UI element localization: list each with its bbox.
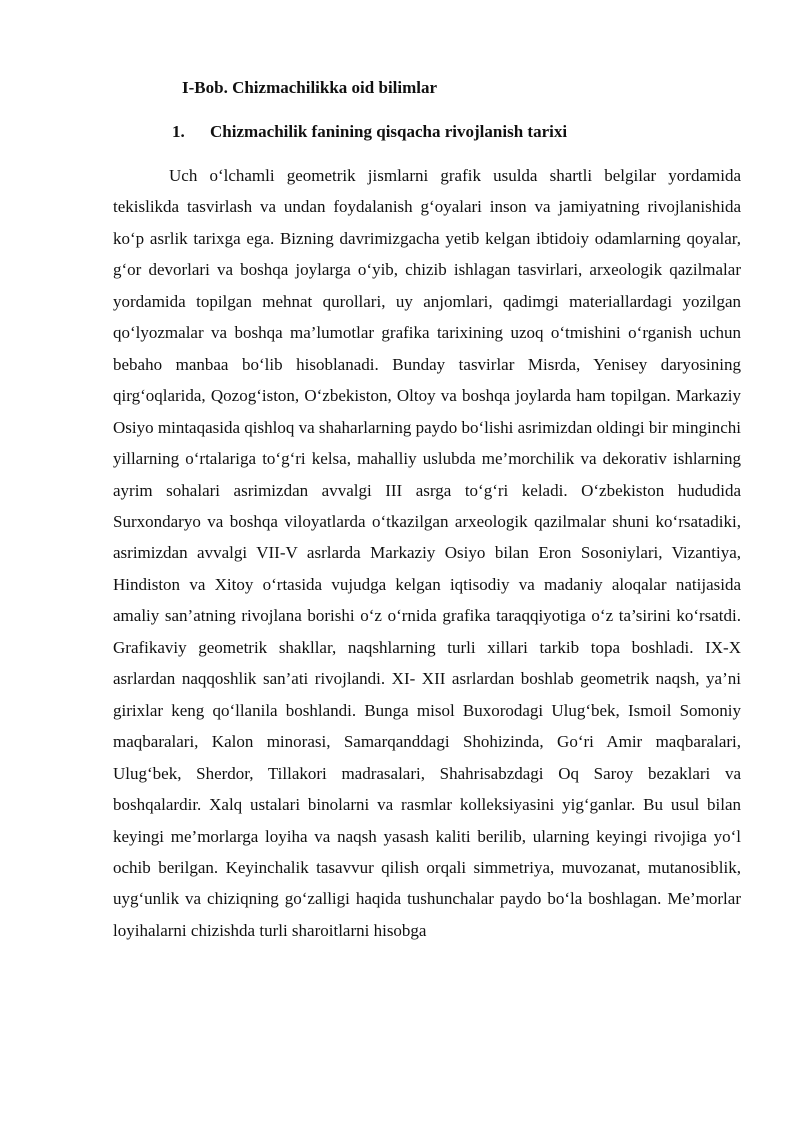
section-number: 1.: [172, 122, 185, 141]
chapter-title: I-Bob. Chizmachilikka oid bilimlar: [182, 78, 438, 97]
section-title: Chizmachilik fanining qisqacha rivojlanish tarixi: [210, 122, 568, 141]
body-paragraph: Uch o‘lchamli geometrik jismlarni grafik usulda shartli belgilar yordamida tekislikda tasvirlash va undan foydalanish g‘oyalari inson va jamiyatning rivojlanishida ko‘p asrlik tarixga ega. Bizning davrimizgacha yetib kelgan ibtidoiy odamlarning qoyalar, g‘or devorlari va boshqa joylarga o‘yib, chizib ishlagan tasvirlari, arxeologik qazilmalar yordamida topilgan mehnat qurollari, uy anjomlari, qadimgi materiallardagi yozilgan qo‘lyozmalar va boshqa ma’lumotlar grafika tarixining uzoq o‘tmishini o‘rganish uchun bebaho manbaa bo‘lib hisoblanadi. Bunday tasvirlar Misrda, Yenisey daryosining qirg‘oqlarida, Qozog‘iston, O‘zbekiston, Oltoy va boshqa joylarda ham topilgan. Markaziy Osiyo mintaqasida qishloq va shaharlarning paydo bo‘lishi asrimizdan oldingi bir minginchi yillarning o‘rtalariga to‘g‘ri kelsa, mahalliy uslubda me’morchilik va dekorativ ishlarning ayrim sohalari asrimizdan avvalgi III asrga to‘g‘ri keladi. O‘zbekiston hududida Surxondaryo va boshqa viloyatlarda o‘tkazilgan arxeologik qazilmalar shuni ko‘rsatadiki, asrimizdan avvalgi VII-V asrlarda Markaziy Osiyo bilan Eron Sosoniylari, Vizantiya, Hindiston va Xitoy o‘rtasida vujudga kelgan iqtisodiy va madaniy aloqalar natijasida amaliy san’atning rivojlana borishi o‘z o‘rnida grafika taraqqiyotiga o‘z ta’sirini ko‘rsatdi. Grafikaviy geometrik shakllar, naqshlarning turli xillari tarkib topa boshladi. IX-X asrlardan naqqoshlik san’ati rivojlandi. XI- XII asrlardan boshlab geometrik naqsh, ya’ni girixlar keng qo‘llanila boshlandi. Bunga misol Buxorodagi Ulug‘bek, Ismoil Somoniy maqbaralari, Kalon minorasi, Samarqanddagi Shohizinda, Go‘ri Amir maqbaralari, Ulug‘bek, Sherdor, Tillakori madrasalari, Shahrisabzdagi Oq Saroy bezaklari va boshqalardir. Xalq ustalari binolarni va rasmlar kolleksiyasini yig‘ganlar. Bu usul bilan keyingi me’morlarga loyiha va naqsh yasash kaliti berilib, ularning keyingi rivojiga yo‘l ochib berilgan. Keyinchalik tasavvur qilish orqali simmetriya, muvozanat, mutanosiblik, uyg‘unlik va chiziqning go‘zalligi haqida tushunchalar paydo bo‘la boshlagan. Me’morlar loyihalarni chizishda turli sharoitlarni hisobga: [113, 166, 741, 940]
section-heading: [172, 120, 567, 144]
